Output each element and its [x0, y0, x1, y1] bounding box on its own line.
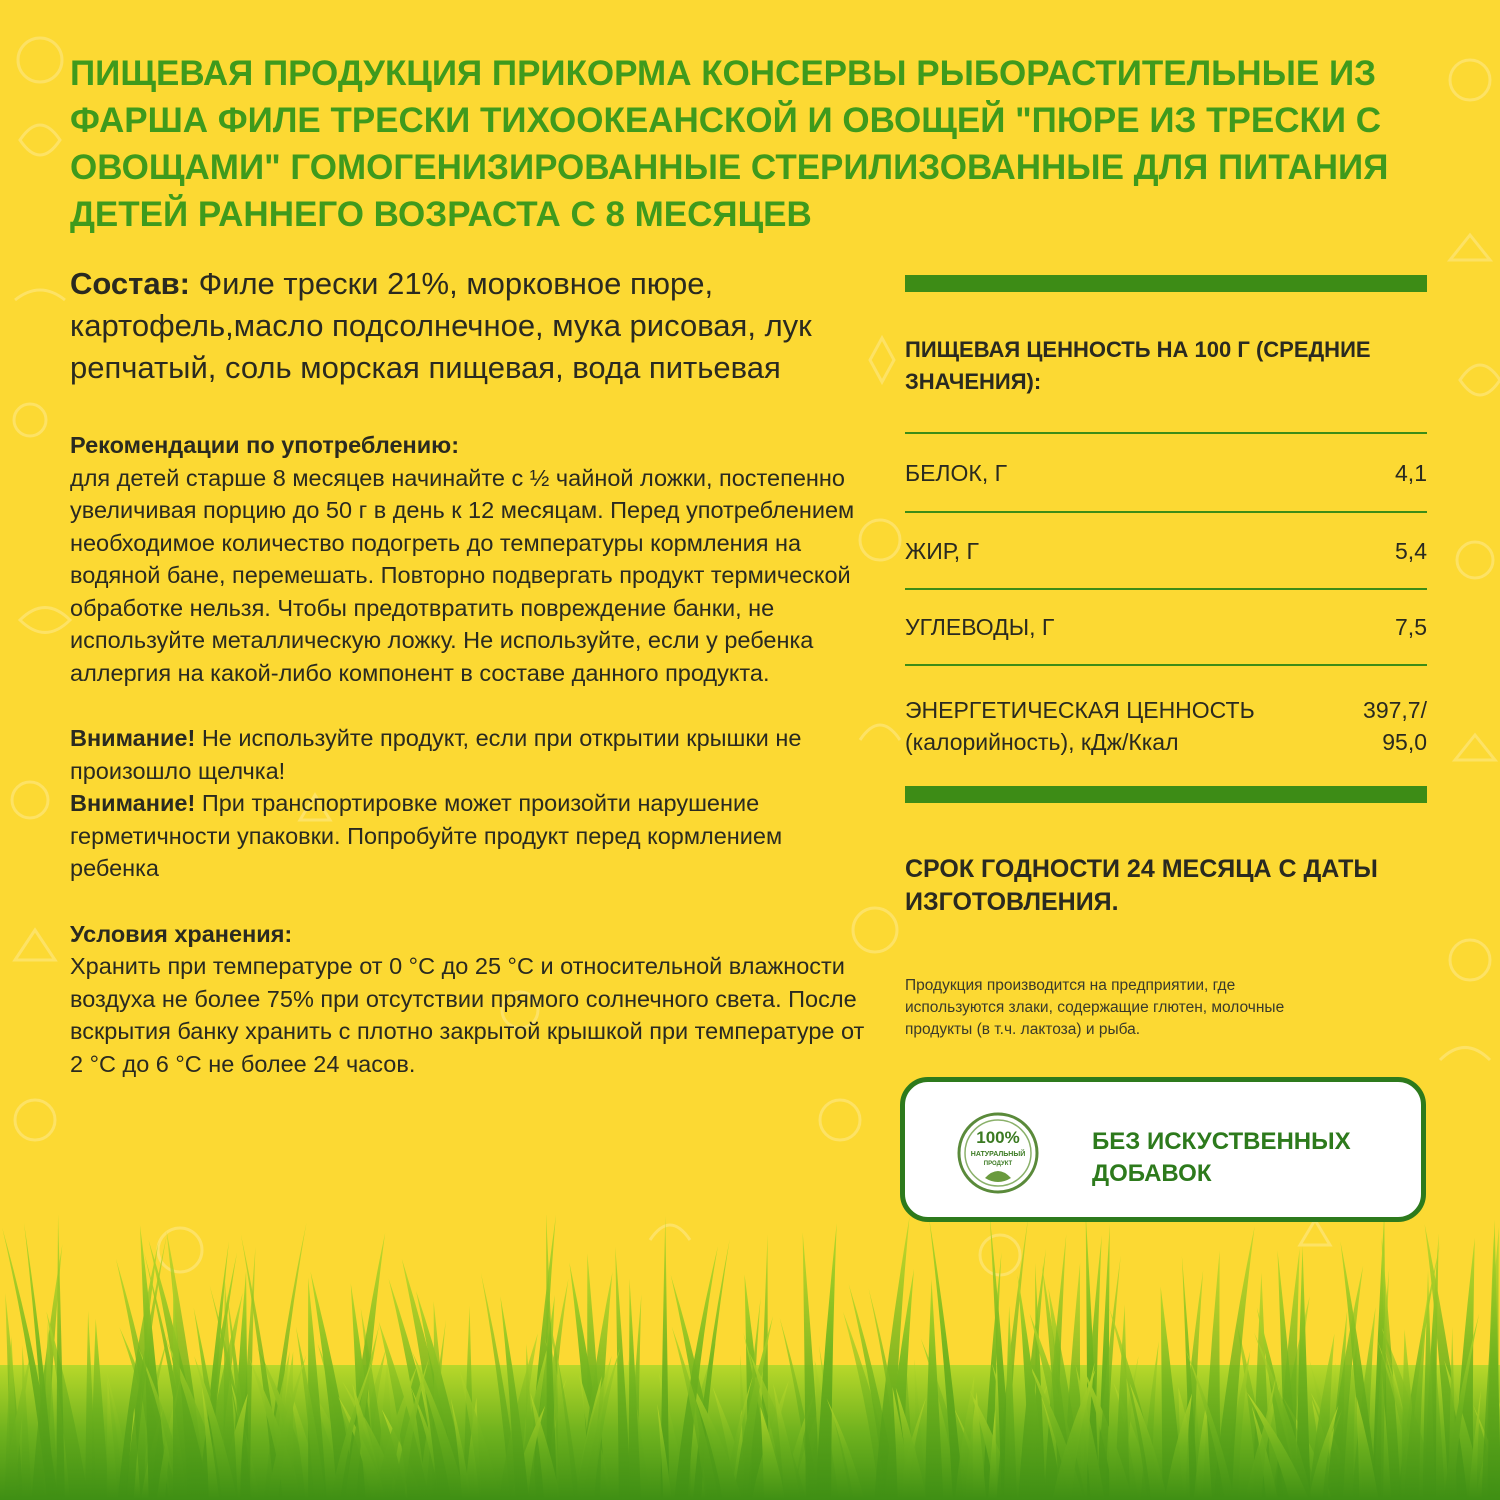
nutrient-value: 7,5	[1395, 614, 1427, 640]
nutrition-row-energy	[905, 666, 1427, 786]
natural-badge	[900, 1077, 1426, 1222]
right-column	[905, 275, 1427, 1041]
recommendations-label: Рекомендации по употреблению:	[70, 432, 460, 458]
warning-2	[70, 787, 870, 885]
nutrient-value	[1363, 694, 1427, 758]
seal-line1: НАТУРАЛЬНЫЙ	[970, 1151, 1026, 1158]
nutrient-value: 4,1	[1395, 459, 1427, 486]
nutrient-name: ЖИР, Г	[905, 537, 979, 564]
divider-bar	[905, 275, 1427, 292]
storage-conditions	[70, 918, 870, 1081]
storage-label: Условия хранения:	[70, 920, 293, 947]
storage-text: Хранить при температуре от 0 °С до 25 °С и относительной влажности воздуха не более 75% при отсутствии прямого солнечного света. После вскрытия банку хранить с плотно закрытой крышкой при температуре от 2 °С до 6 °С не более 24 часов.	[70, 953, 865, 1077]
allergen-note: Продукция производится на предприятии, где используются злаки, содержащие глютен, молочные продукты (в т.ч. лактоза) и рыба.	[905, 977, 1285, 1038]
badge-text: БЕЗ ИСКУСТВЕННЫХ ДОБАВОК	[1092, 1128, 1351, 1187]
grass-illustration	[0, 1215, 1500, 1500]
natural-product-seal-icon	[955, 1110, 1041, 1196]
energy-label: ЭНЕРГЕТИЧЕСКАЯ ЦЕННОСТЬ	[905, 697, 1255, 723]
warning-text: При транспортировке может произойти нарушение герметичности упаковки. Попробуйте продукт перед кормлением ребенка	[70, 790, 783, 881]
composition	[70, 263, 870, 389]
energy-unit-label: (калорийность), кДж/Ккал	[905, 729, 1179, 755]
grass-blade	[1481, 1227, 1499, 1500]
warning-text: Не используйте продукт, если при открытии крышки не произошло щелчка!	[70, 725, 802, 784]
composition-label: Состав:	[70, 266, 190, 301]
energy-kcal: 95,0	[1382, 729, 1427, 755]
recommendations-text: для детей старше 8 месяцев начинайте с ½ чайной ложки, постепенно увеличивая порцию до 50 г в день к 12 месяцам. Перед употреблением необходимое количество подогреть до температуры кормления на водяной бане, перемешать. Повторно подвергать продукт термической обработке нельзя. Чтобы предотвратить повреждение банки, не используйте металлическую ложку. Не используйте, если у ребенка аллергия на какой-либо компонент в составе данного продукта.	[70, 464, 855, 686]
shelf-life: СРОК ГОДНОСТИ 24 МЕСЯЦА С ДАТЫ ИЗГОТОВЛЕНИЯ.	[905, 855, 1378, 916]
nutrition-row-carbs	[905, 590, 1427, 666]
seal-line2: ПРОДУКТ	[983, 1161, 1013, 1167]
warning-label: Внимание!	[70, 790, 196, 816]
recommendations	[70, 429, 870, 689]
nutrient-name: БЕЛОК, Г	[905, 459, 1008, 486]
product-title: ПИЩЕВАЯ ПРОДУКЦИЯ ПРИКОРМА КОНСЕРВЫ РЫБОРАСТИТЕЛЬНЫЕ ИЗ ФАРША ФИЛЕ ТРЕСКИ ТИХООКЕАНСКОЙ И ОВОЩЕЙ "ПЮРЕ ИЗ ТРЕСКИ С ОВОЩАМИ" ГОМОГЕНИЗИРОВАННЫЕ СТЕРИЛИЗОВАННЫЕ ДЛЯ ПИТАНИЯ ДЕТЕЙ РАННЕГО ВОЗРАСТА С 8 МЕСЯЦЕВ	[70, 54, 1389, 234]
nutrient-name: УГЛЕВОДЫ, Г	[905, 614, 1055, 640]
seal-percent: 100%	[976, 1128, 1020, 1147]
warning-1	[70, 722, 870, 787]
nutrition-row-fat	[905, 513, 1427, 590]
energy-kj: 397,7/	[1363, 697, 1427, 723]
nutrient-name	[905, 694, 1255, 758]
left-column	[70, 263, 870, 1080]
composition-text: Филе трески 21%, морковное пюре, картофель,масло подсолнечное, мука рисовая, лук репчатый, соль морская пищевая, вода питьевая	[70, 266, 812, 385]
nutrition-title: ПИЩЕВАЯ ЦЕННОСТЬ НА 100 Г (СРЕДНИЕ ЗНАЧЕНИЯ):	[905, 337, 1371, 394]
nutrition-row-protein	[905, 434, 1427, 513]
nutrient-value: 5,4	[1395, 537, 1427, 564]
divider-bar	[905, 786, 1427, 803]
warning-label: Внимание!	[70, 725, 196, 751]
nutrition-table	[905, 432, 1427, 786]
